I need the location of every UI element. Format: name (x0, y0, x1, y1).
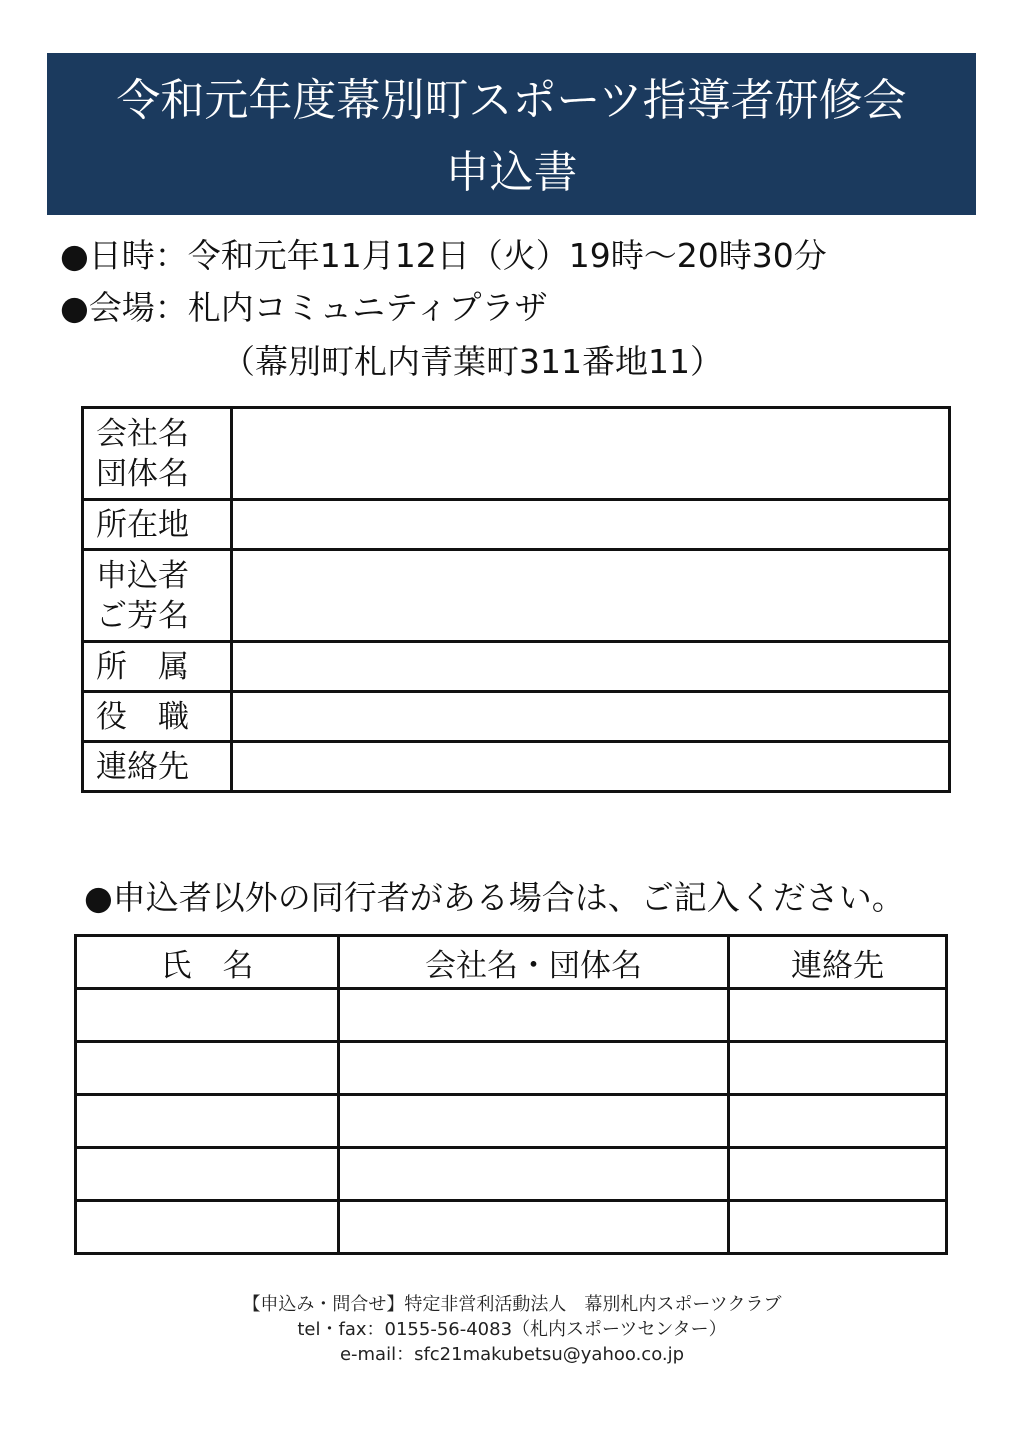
form-row-position (83, 692, 950, 742)
form-field-position[interactable] (232, 692, 950, 742)
table-row (76, 1201, 947, 1254)
footer-phone: tel・fax：0155-56-4083（札内スポーツセンター） (297, 1319, 727, 1340)
event-address: （幕別町札内青葉町311番地11） (222, 342, 723, 381)
application-form-table (81, 406, 951, 793)
companion-contact-cell[interactable] (729, 989, 947, 1042)
form-label-line: 会社名 (96, 415, 189, 452)
column-header-contact: 連絡先 (729, 936, 947, 989)
form-row-company (83, 408, 950, 500)
table-row (76, 1148, 947, 1201)
companion-table (74, 934, 948, 1255)
companion-contact-cell[interactable] (729, 1201, 947, 1254)
companion-organization-cell[interactable] (339, 1095, 729, 1148)
table-row (76, 1042, 947, 1095)
table-row (76, 989, 947, 1042)
form-row-contact (83, 742, 950, 792)
form-label-line: 団体名 (96, 455, 189, 492)
companion-note: ●申込者以外の同行者がある場合は、ご記入ください。 (84, 878, 905, 917)
page-subtitle: 申込書 (445, 147, 578, 198)
form-label-line: 申込者 (96, 557, 189, 594)
companion-name-cell[interactable] (76, 989, 339, 1042)
form-field-applicant[interactable] (232, 550, 950, 642)
companion-name-cell[interactable] (76, 1201, 339, 1254)
companion-name-cell[interactable] (76, 1095, 339, 1148)
companion-organization-cell[interactable] (339, 1042, 729, 1095)
form-field-address[interactable] (232, 500, 950, 550)
form-label-applicant (83, 550, 232, 642)
event-datetime: ●日時：令和元年11月12日（火）19時～20時30分 (60, 236, 827, 275)
column-header-name: 氏 名 (76, 936, 339, 989)
form-label-line: ご芳名 (96, 597, 189, 634)
companion-name-cell[interactable] (76, 1042, 339, 1095)
form-field-company[interactable] (232, 408, 950, 500)
companion-organization-cell[interactable] (339, 1201, 729, 1254)
column-header-organization: 会社名・団体名 (339, 936, 729, 989)
companion-name-cell[interactable] (76, 1148, 339, 1201)
footer-email: e-mail：sfc21makubetsu@yahoo.co.jp (339, 1344, 685, 1365)
companion-contact-cell[interactable] (729, 1042, 947, 1095)
form-label-address: 所在地 (83, 500, 232, 550)
page-title: 令和元年度幕別町スポーツ指導者研修会 (116, 75, 907, 126)
form-label-affiliation: 所 属 (83, 642, 232, 692)
companion-contact-cell[interactable] (729, 1095, 947, 1148)
companion-organization-cell[interactable] (339, 1148, 729, 1201)
event-venue: ●会場：札内コミュニティプラザ (60, 288, 548, 327)
table-row (76, 1095, 947, 1148)
form-label-company (83, 408, 232, 500)
companion-contact-cell[interactable] (729, 1148, 947, 1201)
title-banner (47, 53, 976, 215)
form-row-applicant (83, 550, 950, 642)
form-row-address (83, 500, 950, 550)
form-field-affiliation[interactable] (232, 642, 950, 692)
form-row-affiliation (83, 642, 950, 692)
companion-header-row (76, 936, 947, 989)
form-label-position: 役 職 (83, 692, 232, 742)
companion-organization-cell[interactable] (339, 989, 729, 1042)
form-label-contact: 連絡先 (83, 742, 232, 792)
form-field-contact[interactable] (232, 742, 950, 792)
footer-organizer: 【申込み・問合せ】特定非営利活動法人 幕別札内スポーツクラブ (242, 1294, 782, 1315)
